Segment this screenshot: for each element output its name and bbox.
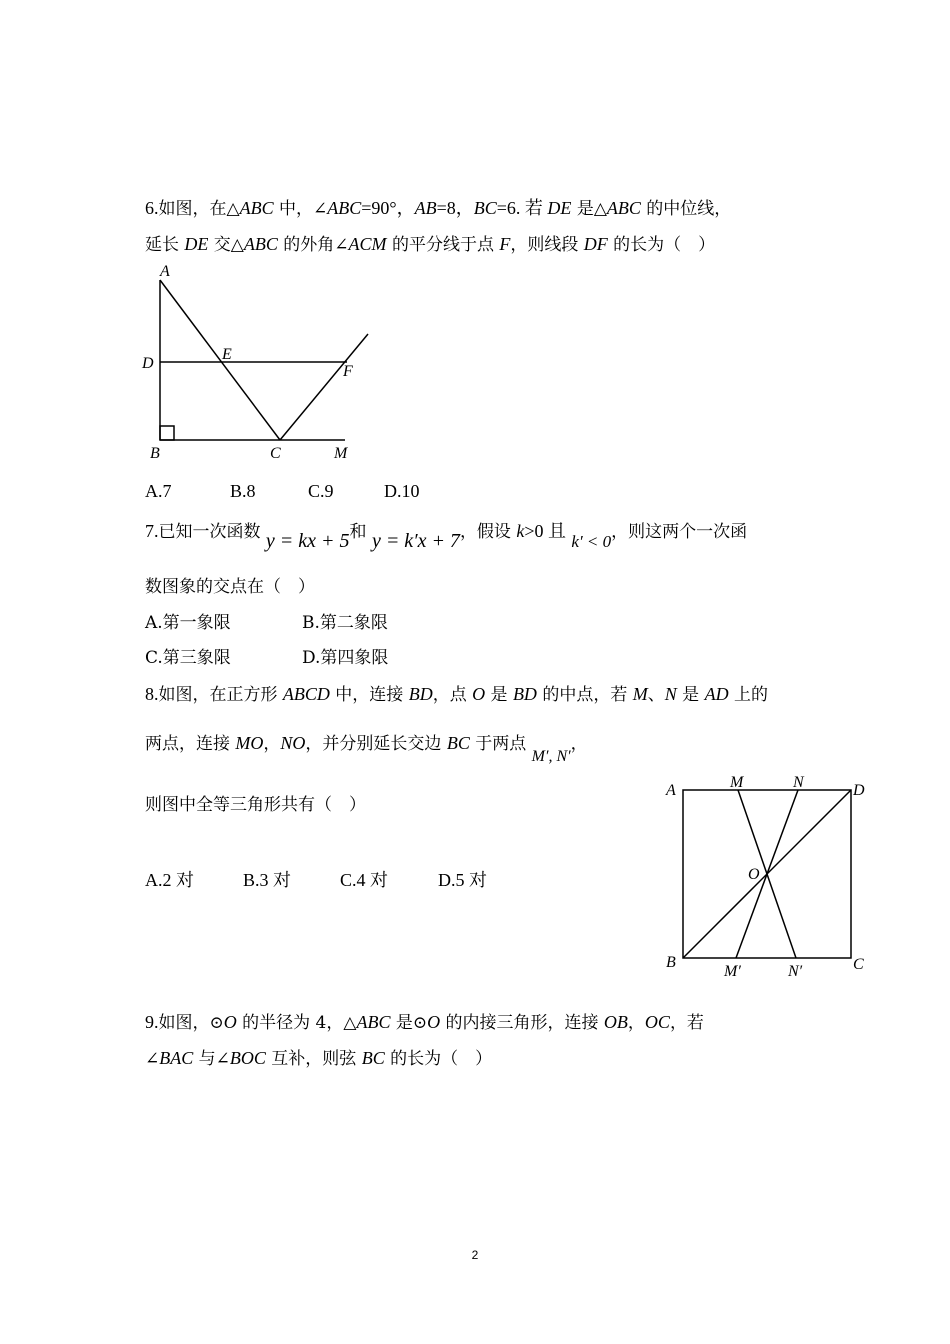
q7-line-1: 7.已知一次函数 y = kx + 5和 y = k′x + 7，假设 k>0 且 k′ < 0，则这两个一次函 <box>145 521 748 552</box>
label-D: D <box>142 355 154 372</box>
label-E: E <box>222 346 232 363</box>
label-N: N <box>793 774 804 791</box>
q9-line-1: 9.如图，⊙O 的半径为 4，△ABC 是⊙O 的内接三角形，连接 OB，OC，若 <box>145 1012 704 1033</box>
q8-option-d: D.5 对 <box>438 870 487 890</box>
label-A: A <box>160 263 170 280</box>
q6-line-1: 6.如图，在△ABC 中，∠ABC=90°，AB=8，BC=6. 若 DE 是△ABC 的中位线， <box>145 198 732 219</box>
q8-figure <box>660 770 875 982</box>
q6-option-d: D.10 <box>384 481 420 501</box>
q7-option-c: C.第三象限 <box>145 648 231 668</box>
q6-option-b: B.8 <box>230 481 256 501</box>
label-M: M <box>334 445 348 462</box>
q7-line-2: 数图象的交点在（ ） <box>145 577 315 597</box>
q6-line-2: 延长 DE 交△ABC 的外角∠ACM 的平分线于点 F，则线段 DF 的长为（ ） <box>145 234 716 255</box>
label-D: D <box>853 782 865 799</box>
q6-figure <box>140 262 380 467</box>
q8-option-c: C.4 对 <box>340 870 389 890</box>
q9-line-2: ∠BAC 与∠BOC 互补，则弦 BC 的长为（ ） <box>145 1048 493 1069</box>
q7-option-a: A.第一象限 <box>145 613 231 633</box>
label-N-prime: N′ <box>788 963 803 980</box>
q8-line-1: 8.如图，在正方形 ABCD 中，连接 BD，点 O 是 BD 的中点，若 M、N 是 AD 上的 <box>145 684 768 705</box>
segment-AC <box>160 280 280 440</box>
label-M: M <box>730 774 744 791</box>
q8-line-2: 两点，连接 MO，NO，并分别延长交边 BC 于两点 M′, N′， <box>145 733 588 765</box>
label-O: O <box>748 866 760 883</box>
label-C: C <box>853 956 864 973</box>
label-B: B <box>150 445 160 462</box>
label-M-prime: M′ <box>724 963 741 980</box>
q8-option-b: B.3 对 <box>243 870 292 890</box>
label-B: B <box>666 954 676 971</box>
q6-option-a: A.7 <box>145 481 172 501</box>
q7-option-d: D.第四象限 <box>302 648 389 668</box>
page-number: 2 <box>471 1248 479 1262</box>
q7-option-b: B.第二象限 <box>302 613 388 633</box>
label-F: F <box>343 363 353 380</box>
right-angle-mark <box>160 426 174 440</box>
label-A: A <box>666 782 676 799</box>
label-C: C <box>270 445 281 462</box>
q8-option-a: A.2 对 <box>145 870 194 890</box>
q8-line-3: 则图中全等三角形共有（ ） <box>145 795 366 815</box>
segment-CF-extended <box>280 334 368 440</box>
q6-option-c: C.9 <box>308 481 334 501</box>
line-NN-prime <box>736 790 798 958</box>
